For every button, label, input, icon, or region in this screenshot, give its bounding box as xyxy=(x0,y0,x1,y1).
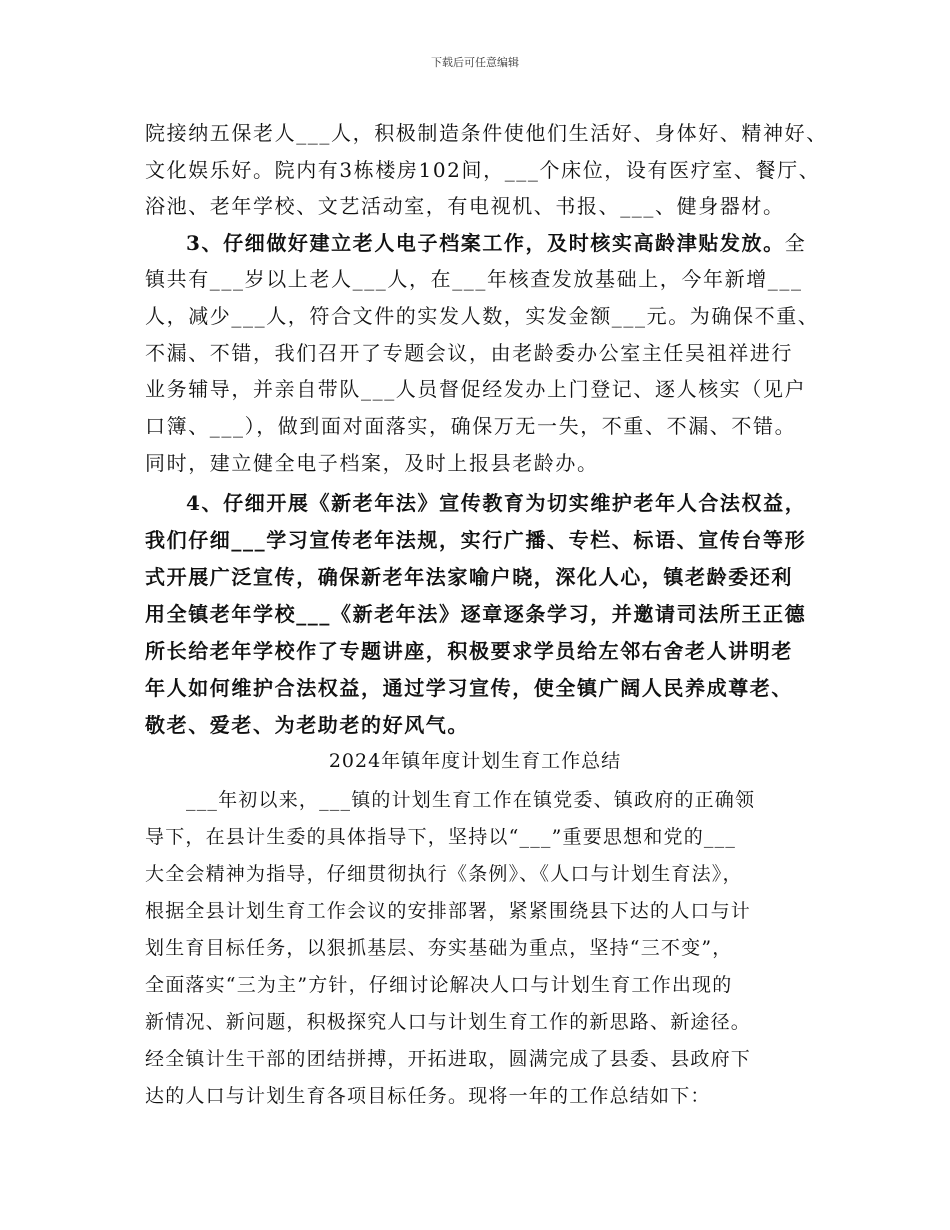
text-line-bold: 敬老、爱老、为老助老的好风气。 xyxy=(145,713,469,737)
text-line: 不漏、不错，我们召开了专题会议，由老龄委办公室主任吴祖祥进行 xyxy=(145,341,793,365)
item4-heading: 4、仔细开展《新老年法》宣传教育为切实维护老年人合法权益， xyxy=(186,491,807,515)
section-title: 2024年镇年度计划生育工作总结 xyxy=(328,750,622,772)
text-line: 同时，建立健全电子档案，及时上报县老龄办。 xyxy=(145,451,599,475)
text-line: 镇共有___岁以上老人___人，在___年核查发放基础上，今年新增___ xyxy=(145,267,803,291)
text-line: 根据全县计划生育工作会议的安排部署，紧紧围绕县下达的人口与计 xyxy=(145,900,752,922)
text-line: 达的人口与计划生育各项目标任务。现将一年的工作总结如下： xyxy=(145,1085,711,1107)
text-line: 业务辅导，并亲自带队___人员督促经发办上门登记、逐人核实（见户 xyxy=(145,377,807,401)
text-line: 人，减少___人，符合文件的实发人数，实发金额___元。为确保不重、 xyxy=(145,304,820,328)
item3-heading-tail: 全 xyxy=(784,231,807,255)
text-line: 浴池、老年学校、文艺活动室，有电视机、书报、___、健身器材。 xyxy=(145,194,785,218)
text-line-bold: 年人如何维护合法权益，通过学习宣传，使全镇广阔人民养成尊老、 xyxy=(145,676,793,700)
page-header: 下载后可任意编辑 xyxy=(431,56,519,69)
text-line: 划生育目标任务，以狠抓基层、夯实基础为重点，坚持“三不变”， xyxy=(145,937,733,959)
item3-first-line xyxy=(186,227,806,256)
text-line: 大全会精神为指导，仔细贯彻执行《条例》、《人口与计划生育法》， xyxy=(145,863,743,885)
text-line: 新情况、新问题，积极探究人口与计划生育工作的新思路、新途径。 xyxy=(145,1011,752,1033)
text-line-bold: 我们仔细___学习宣传老年法规，实行广播、专栏、标语、宣传台等形 xyxy=(145,528,807,552)
text-line: 口簿、___），做到面对面落实，确保万无一失，不重、不漏、不错。 xyxy=(145,414,797,438)
item3-heading: 3、仔细做好建立老人电子档案工作，及时核实高龄津贴发放。 xyxy=(186,231,785,255)
text-line: 经全镇计生干部的团结拼搏，开拓进取，圆满完成了县委、县政府下 xyxy=(145,1048,752,1070)
text-line-bold: 式开展广泛宣传，确保新老年法家喻户晓，深化人心，镇老龄委还利 xyxy=(145,565,793,589)
text-line: 导下，在县计生委的具体指导下，坚持以“___”重要思想和党的___ xyxy=(145,826,737,848)
text-line: 文化娱乐好。院内有3栋楼房102间，___个床位，设有医疗室、餐厅、 xyxy=(145,158,821,182)
text-line-bold: 所长给老年学校作了专题讲座，积极要求学员给左邻右舍老人讲明老 xyxy=(145,639,793,663)
text-line: 院接纳五保老人___人，积极制造条件使他们生活好、身体好、精神好、 xyxy=(145,121,828,145)
text-line: ___年初以来，___镇的计划生育工作在镇党委、镇政府的正确领 xyxy=(186,789,756,811)
text-line-bold: 用全镇老年学校___《新老年法》逐章逐条学习，并邀请司法所王正德 xyxy=(145,602,807,626)
text-line: 全面落实“三为主”方针，仔细讨论解决人口与计划生育工作出现的 xyxy=(145,974,733,996)
